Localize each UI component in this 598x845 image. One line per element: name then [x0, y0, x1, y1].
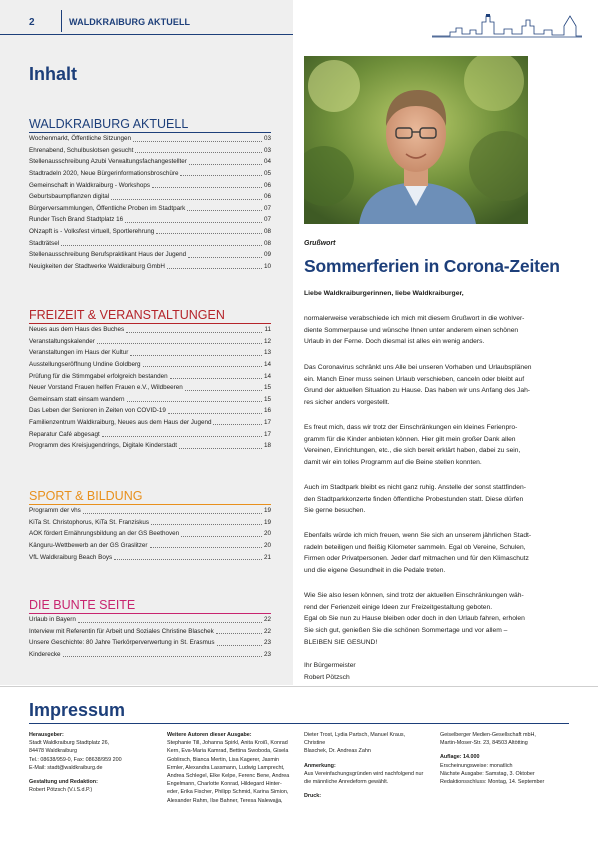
- toc-entry-title: Neuigkeiten der Stadtwerke Waldkraiburg GmbH: [29, 262, 165, 270]
- circulation-label: Auflage: 14.000: [440, 754, 480, 761]
- toc-entry-page: 21: [263, 553, 271, 561]
- toc-entry-page: 08: [263, 239, 271, 247]
- authors-line: Blaschek, Dr. Andreas Zahn: [304, 748, 371, 755]
- toc-entry[interactable]: [29, 212, 271, 224]
- article-paragraph: [304, 482, 546, 517]
- authors-line: Andrea Schlegel, Elke Kelpe, Ferenc Bene, Andrea: [167, 773, 290, 780]
- toc-leader-dots: [185, 390, 262, 391]
- article-line: damit wir ein tolles Programm auf die Beine stellen konnten.: [304, 459, 482, 467]
- toc-entry[interactable]: [29, 201, 271, 213]
- toc-entry[interactable]: [29, 380, 271, 392]
- toc-entry[interactable]: [29, 612, 271, 624]
- note-line: Aus Vereinfachungsgründen wird nachfolgend nur: [304, 770, 424, 777]
- toc-entry[interactable]: [29, 635, 271, 647]
- toc-leader-dots: [102, 436, 262, 437]
- toc-entry-page: 09: [263, 251, 271, 259]
- toc-list: [29, 322, 271, 450]
- printer-line: Martin-Moser-Str. 23, 84503 Altötting: [440, 740, 528, 747]
- publisher-label: Herausgeber:: [29, 732, 64, 738]
- toc-entry-title: ONzapft is - Volksfest virtuell, Sportlerehrung: [29, 228, 155, 236]
- authors-line: Goblirsch, Bianca Mertin, Lisa Kagerer, Jasmin: [167, 756, 280, 763]
- toc-leader-dots: [125, 222, 262, 223]
- toc-section-heading: DIE BUNTE SEITE: [29, 598, 136, 612]
- toc-entry-title: Veranstaltungen im Haus der Kultur: [29, 349, 129, 357]
- toc-entry-page: 22: [263, 627, 271, 635]
- toc-entry-title: Prüfung für die Stimmgabel erfolgreich bestanden: [29, 372, 168, 380]
- article-line: gramm für die Kinder anbieten können. Hier gilt mein großer Dank allen: [304, 435, 516, 443]
- toc-leader-dots: [63, 656, 262, 657]
- toc-entry-title: Programm des Kreisjugendrings, Digitale Kinderstadt: [29, 442, 178, 450]
- article-paragraph: [304, 590, 546, 649]
- article-paragraph: [304, 313, 546, 348]
- editing-line: Robert Pötzsch (V.i.S.d.P.): [29, 787, 93, 794]
- toc-list: [29, 612, 271, 658]
- toc-leader-dots: [78, 622, 262, 623]
- article-line: Firmen oder Privatpersonen. Jeder darf mitmachen und für den Klimaschutz: [304, 555, 529, 563]
- toc-entry-page: 07: [263, 204, 271, 212]
- toc-entry-title: Gemeinsam statt einsam wandern: [29, 395, 125, 403]
- article-line: Robert Pötzsch: [304, 673, 350, 681]
- print-label: Druck:: [304, 793, 322, 800]
- toc-entry[interactable]: [29, 322, 271, 334]
- note-line: die männliche Anredeform gewählt.: [304, 779, 389, 786]
- impressum-notes-column: [304, 731, 424, 800]
- toc-leader-dots: [133, 141, 262, 142]
- header-divider: [61, 10, 62, 32]
- toc-leader-dots: [135, 152, 262, 153]
- toc-entry-page: 13: [263, 349, 271, 357]
- toc-entry-title: Runder Tisch Brand Stadtplatz 16: [29, 216, 124, 224]
- article-line: Sie gerne besuchen.: [304, 507, 366, 515]
- toc-entry[interactable]: [29, 392, 271, 404]
- article-line: den Stadtparkkonzerte finden öffentliche Probestunden statt. Diese dürfen: [304, 495, 524, 503]
- article-line: Ihr Bürgermeister: [304, 662, 356, 669]
- article-paragraph: [304, 530, 546, 577]
- publisher-line: Tel.: 08638/959-0, Fax: 08638/959 200: [29, 756, 122, 763]
- toc-leader-dots: [114, 559, 262, 560]
- toc-entry[interactable]: [29, 515, 271, 527]
- toc-entry-title: Bürgerversammlungen, Öffentliche Proben im Stadtpark: [29, 204, 186, 212]
- toc-entry-title: Kinderecke: [29, 651, 61, 659]
- article-line: Das Coronavirus schränkt uns Alle bei unseren Vorhaben und Urlaubsplänen: [304, 364, 532, 371]
- authors-line: eder, Erika Fischer, Philipp Schmid, Karina Simion,: [167, 789, 289, 796]
- toc-entry[interactable]: [29, 143, 271, 155]
- article-line: Urlaub in der Ferne. Doch diesmal ist alles ein wenig anders.: [304, 338, 485, 346]
- toc-entry[interactable]: [29, 259, 271, 271]
- toc-entry-title: Stellenausschreibung Azubi Verwaltungsfachangestellter: [29, 158, 187, 166]
- page-number: 2: [29, 17, 35, 28]
- toc-list: [29, 503, 271, 561]
- toc-entry-page: 03: [263, 135, 271, 143]
- toc-entry[interactable]: [29, 647, 271, 659]
- toc-leader-dots: [83, 513, 262, 514]
- toc-entry-page: 06: [263, 193, 271, 201]
- toc-entry-title: Das Leben der Senioren in Zeiten von COVID-19: [29, 407, 166, 415]
- toc-section-heading: FREIZEIT & VERANSTALTUNGEN: [29, 308, 225, 322]
- town-skyline-icon: [432, 12, 582, 38]
- authors-line: Dieter Trost, Lydia Partsch, Manuel Kraus, Christine: [304, 732, 406, 747]
- toc-entry-title: Neuer Vorstand Frauen helfen Frauen e.V., Wildbeeren: [29, 384, 183, 392]
- article-line: normalerweise verabschiede ich mich mit diesem Grußwort in die wohlver-: [304, 315, 525, 322]
- authors-line: Ermler, Alexandra Lassmann, Ludwig Lamprecht,: [167, 764, 285, 771]
- toc-entry[interactable]: [29, 345, 271, 357]
- toc-entry-page: 18: [263, 442, 271, 450]
- schedule-line: Erscheinungsweise: monatlich: [440, 762, 513, 769]
- toc-leader-dots: [97, 343, 262, 344]
- schedule-line: Redaktionsschluss: Montag, 14. September: [440, 779, 545, 786]
- authors-label: Weitere Autoren dieser Ausgabe:: [167, 732, 252, 738]
- article-paragraph: [304, 660, 546, 683]
- article-line: BLEIBEN SIE GESUND!: [304, 638, 378, 646]
- toc-entry-title: Urlaub in Bayern: [29, 616, 76, 624]
- toc-entry[interactable]: [29, 224, 271, 236]
- toc-leader-dots: [61, 245, 262, 246]
- toc-list: [29, 131, 271, 270]
- toc-entry-page: 20: [263, 542, 271, 550]
- article-line: Wie Sie also lesen können, sind trotz der aktuellen Einschränkungen wäh-: [304, 592, 524, 599]
- toc-entry-page: 17: [263, 419, 271, 427]
- toc-entry-title: Reparatur Café abgesagt: [29, 430, 100, 438]
- publisher-line: Stadt Waldkraiburg Stadtplatz 26,: [29, 740, 110, 747]
- article-line: Ebenfalls würde ich mich freuen, wenn Sie sich an unserem jährlichen Stadt-: [304, 532, 532, 539]
- article-line: Auch im Stadtpark bleibt es nicht ganz ruhig. Anstelle der sonst stattfinden-: [304, 484, 526, 491]
- impressum-printer-column: [440, 731, 580, 786]
- toc-leader-dots: [143, 366, 262, 367]
- toc-leader-dots: [156, 233, 262, 234]
- toc-entry-page: 23: [263, 639, 271, 647]
- impressum-rule: [29, 723, 569, 724]
- toc-entry[interactable]: [29, 334, 271, 346]
- toc-entry-page: 08: [263, 228, 271, 236]
- toc-leader-dots: [189, 164, 262, 165]
- toc-entry-title: Ehrenabend, Schulbuslotsen gesucht: [29, 146, 134, 154]
- printer-line: Geiselberger Medien-Gesellschaft mbH,: [440, 732, 536, 738]
- article-line: Egal ob Sie nun zu Hause bleiben oder doch in den Urlaub fahren, erholen: [304, 615, 525, 623]
- toc-leader-dots: [170, 378, 262, 379]
- toc-entry-page: 11: [264, 326, 271, 334]
- toc-entry-title: VfL Waldkraiburg Beach Boys: [29, 553, 113, 561]
- toc-entry-title: Veranstaltungskalender: [29, 337, 95, 345]
- toc-leader-dots: [187, 210, 262, 211]
- toc-section-heading: WALDKRAIBURG AKTUELL: [29, 117, 189, 131]
- toc-entry-page: 14: [263, 372, 271, 380]
- toc-leader-dots: [152, 187, 262, 188]
- header-rule: [0, 34, 293, 35]
- header-title: WALDKRAIBURG AKTUELL: [69, 17, 191, 27]
- toc-entry[interactable]: [29, 235, 271, 247]
- toc-entry-title: Wochenmarkt, Öffentliche Sitzungen: [29, 135, 131, 143]
- toc-entry[interactable]: [29, 247, 271, 259]
- toc-entry[interactable]: [29, 166, 271, 178]
- toc-entry-page: 19: [263, 518, 271, 526]
- toc-entry[interactable]: [29, 624, 271, 636]
- toc-entry[interactable]: [29, 549, 271, 561]
- article-line: Sie sich gut, genießen Sie die schönen Sommertage und vor allem –: [304, 627, 508, 635]
- toc-leader-dots: [213, 424, 262, 425]
- authors-line: Engelmann, Charlotte Konrad, Hildegard Hinter-: [167, 781, 282, 788]
- authors-line: Stephanie Till, Johanna Spirkl, Anita Kroiß, Konrad: [167, 740, 288, 747]
- article-line: rend der Ferienzeit einige Ideen zur Freizeitgestaltung geboten.: [304, 603, 493, 611]
- article-headline: Sommerferien in Corona-Zeiten: [304, 256, 560, 276]
- toc-leader-dots: [126, 332, 262, 333]
- toc-leader-dots: [167, 268, 262, 269]
- toc-entry[interactable]: [29, 189, 271, 201]
- article-paragraph: [304, 422, 546, 469]
- toc-leader-dots: [150, 547, 262, 548]
- toc-entry[interactable]: [29, 403, 271, 415]
- schedule-line: Nächste Ausgabe: Samstag, 3. Oktober: [440, 770, 535, 777]
- article-line: ein. Manch Einer muss seinen Urlaub verschieben, canceln oder bleibt auf: [304, 375, 525, 383]
- mayor-portrait-photo: [304, 56, 528, 224]
- article-paragraph: [304, 362, 546, 409]
- toc-entry-title: Unsere Geschichte: 80 Jahre Tierkörperverwertung in St. Erasmus: [29, 639, 215, 647]
- toc-entry[interactable]: [29, 177, 271, 189]
- toc-entry-title: Stadtradeln 2020, Neue Bürgerinformationsbroschüre: [29, 170, 179, 178]
- toc-entry-page: 06: [263, 181, 271, 189]
- toc-entry-title: Familienzentrum Waldkraiburg, Neues aus dem Haus der Jugend: [29, 419, 212, 427]
- toc-entry-page: 17: [263, 430, 271, 438]
- authors-line: Alexander Rahm, Ilse Bahner, Teresa Nalewajja,: [167, 797, 283, 804]
- publisher-line: 84478 Waldkraiburg: [29, 748, 78, 755]
- article-line: diente Sommerpause und wünsche Ihnen unter anderem einen schönen: [304, 326, 519, 334]
- toc-entry-page: 14: [263, 361, 271, 369]
- toc-leader-dots: [127, 401, 262, 402]
- toc-entry[interactable]: [29, 426, 271, 438]
- toc-entry[interactable]: [29, 438, 271, 450]
- toc-entry-page: 07: [263, 216, 271, 224]
- article-salutation: Liebe Waldkraiburgerinnen, liebe Waldkraiburger,: [304, 290, 464, 297]
- toc-entry-title: Neues aus dem Haus des Buches: [29, 326, 125, 334]
- toc-entry-page: 12: [263, 337, 271, 345]
- article-line: res sicher anders vorgestellt.: [304, 399, 390, 407]
- toc-entry-title: Programm der vhs: [29, 507, 81, 515]
- toc-section-heading: SPORT & BILDUNG: [29, 489, 143, 503]
- toc-entry-title: Stellenausschreibung Berufspraktikant Haus der Jugend: [29, 251, 187, 259]
- toc-entry-page: 15: [263, 395, 271, 403]
- toc-leader-dots: [180, 175, 262, 176]
- toc-entry-page: 05: [263, 170, 271, 178]
- toc-leader-dots: [111, 199, 262, 200]
- toc-entry-page: 19: [263, 507, 271, 515]
- toc-leader-dots: [130, 355, 262, 356]
- toc-entry[interactable]: [29, 415, 271, 427]
- article-line: Vereinen, Einrichtungen, etc., die sich bereit erklärt haben, dabei zu sein,: [304, 447, 521, 455]
- toc-entry-page: 20: [263, 530, 271, 538]
- toc-entry[interactable]: [29, 368, 271, 380]
- toc-entry[interactable]: [29, 154, 271, 166]
- toc-entry-title: Gemeinschaft in Waldkraiburg - Workshops: [29, 181, 151, 189]
- impressum-authors-column: [167, 731, 302, 805]
- toc-entry[interactable]: [29, 503, 271, 515]
- toc-leader-dots: [181, 536, 262, 537]
- toc-title: Inhalt: [29, 64, 77, 84]
- impressum-publisher-column: [29, 731, 159, 794]
- toc-leader-dots: [217, 645, 262, 646]
- impressum-top-divider: [0, 686, 598, 687]
- article-line: und die eigene Gesundheit in die Pedale treten.: [304, 567, 446, 575]
- toc-entry[interactable]: [29, 131, 271, 143]
- article-line: radeln beteiligen und fleißig Kilometer sammeln. Egal ob Vereine, Schulen,: [304, 543, 526, 551]
- toc-entry-page: 10: [263, 262, 271, 270]
- toc-entry-title: Känguru-Wettbewerb an der GS Graslitzer: [29, 542, 148, 550]
- toc-entry-title: Ausstellungseröffnung Undine Goldberg: [29, 361, 141, 369]
- toc-entry-page: 15: [263, 384, 271, 392]
- note-label: Anmerkung:: [304, 762, 336, 769]
- article-line: Es freut mich, dass wir trotz der Einschränkungen ein kleines Ferienpro-: [304, 424, 518, 431]
- toc-leader-dots: [168, 413, 262, 414]
- toc-entry-page: 22: [263, 616, 271, 624]
- article-line: Grund der aktuellen Situation zu Hause. Das haben wir uns Anfang des Jah-: [304, 387, 531, 395]
- publisher-line: E-Mail: stadt@waldkraiburg.de: [29, 764, 103, 771]
- toc-entry-title: AOK fördert Ernährungsbildung an der GS Beethoven: [29, 530, 180, 538]
- toc-entry-page: 03: [263, 146, 271, 154]
- toc-entry-title: Geburtsbaumpflanzen digital: [29, 193, 110, 201]
- toc-entry-page: 16: [263, 407, 271, 415]
- editing-label: Gestaltung und Redaktion:: [29, 779, 98, 786]
- toc-entry[interactable]: [29, 538, 271, 550]
- toc-leader-dots: [188, 257, 262, 258]
- toc-entry-page: 23: [263, 651, 271, 659]
- authors-line: Kern, Eva-Maria Kamrad, Bettina Swoboda, Gisela: [167, 748, 289, 755]
- toc-entry[interactable]: [29, 357, 271, 369]
- toc-entry-title: Interview mit Referentin für Arbeit und Soziales Christine Blaschek: [29, 627, 214, 635]
- toc-leader-dots: [151, 524, 262, 525]
- toc-entry[interactable]: [29, 526, 271, 538]
- toc-entry-page: 04: [263, 158, 271, 166]
- article-kicker: Grußwort: [304, 240, 336, 247]
- impressum-title: Impressum: [29, 700, 126, 720]
- toc-leader-dots: [179, 448, 262, 449]
- toc-leader-dots: [216, 633, 262, 634]
- toc-entry-title: Stadträtsel: [29, 239, 60, 247]
- toc-entry-title: KiTa St. Christophorus, KiTa St. Franziskus: [29, 518, 150, 526]
